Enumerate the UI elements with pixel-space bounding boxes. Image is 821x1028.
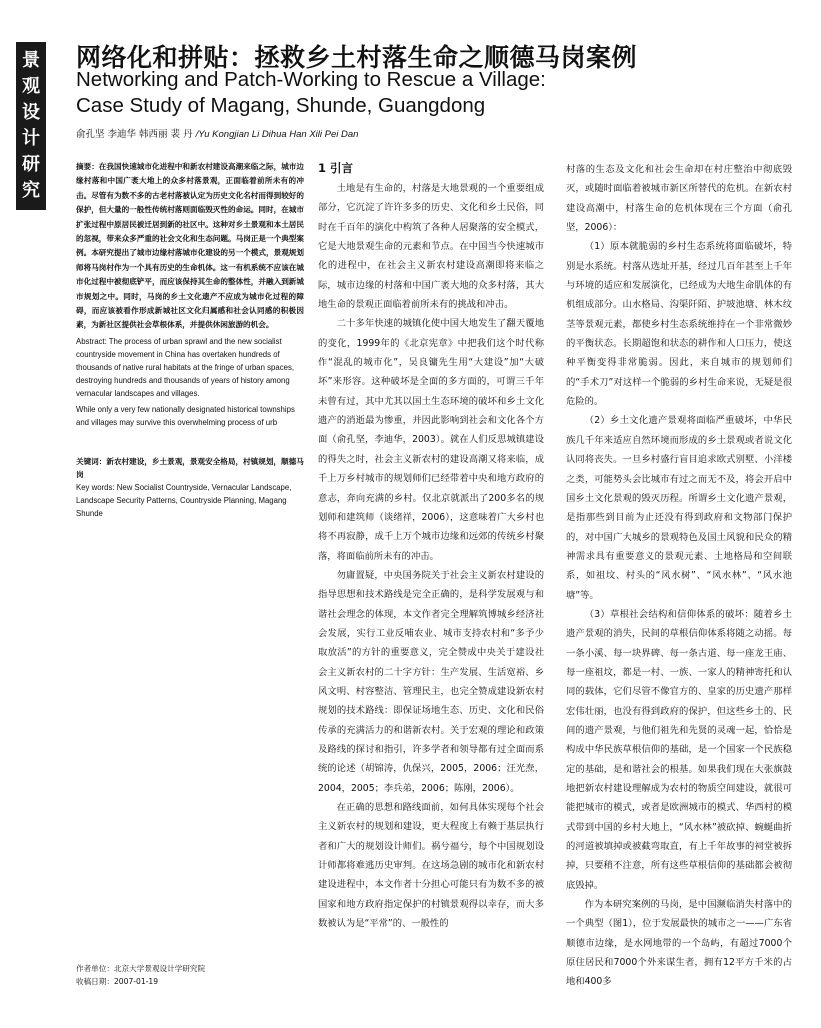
authors-english: /Yu Kongjian Li Dihua Han Xili Pei Dan xyxy=(195,129,359,140)
section-tab xyxy=(16,42,46,210)
body-paragraph: （2）乡土文化遗产景观将面临严重破坏，中华民族几千年来适应自然环境而形成的乡土景观或者说文化认同将丧失。一旦乡村盛行盲目追求欧式别墅、小洋楼之类，可能势头会比城市有过之而无不及，将会开启中国乡土文化景观的毁灭历程。所谓乡土文化遗产景观，是指那些到目前为止还没有得到政府和文物部门保护的，对中国广大城乡的景观特色及国土风貌和民众的精神需求具有重要意义的景观元素、土地格局和空间联系，如祖坟、村头的“风水树”、“风水林”、“风水池塘”等。 xyxy=(566,415,792,601)
keywords-english: Key words: New Socialist Countryside, Vernacular Landscape, Landscape Security Patterns, Countryside Planning, Magang Shunde xyxy=(76,482,292,518)
abstract-english: Abstract: The process of urban sprawl and the new socialist countryside movement in China has overtaken hundreds of thousands of native rural habitats at the fringe of urban spaces, destroying hundreds and thousands of years of history among vernacular landscapes and villages. xyxy=(76,336,295,398)
title-english-line2: Case Study of Magang, Shunde, Guangdong xyxy=(76,94,486,117)
section-heading: 1 引言 xyxy=(318,161,354,175)
footnote xyxy=(76,962,205,988)
body-paragraph: 勿庸置疑，中央国务院关于社会主义新农村建设的指导思想和技术路线是完全正确的，是科学发展观与和谐社会理念的体现，本文作者完全理解筑博城乡经济社会发展，实行工业反哺农业、城市支持农村和“多予少取放活”的方针的重要意义，完全赞成中央关于建设社会主义新农村的二十字方针：生产发展、生活宽裕、乡风文明、村容整洁、管理民主，也完全赞成建设新农村规划的技术路线：即保证场地生态、历史、文化和民俗传承的充满活力的和谐新农村。关于宏观的理论和政策及路线的探讨和指引，许多学者和领导都有过全面而系统的论述（胡锦涛，仇保兴，2005，2006；汪光焘，2004，2005；李兵弟，2006；陈刚，2006）。 xyxy=(318,569,544,794)
body-paragraph: 二十多年快速的城镇化使中国大地发生了翻天覆地的变化，1999年的《北京宪章》中把我们这个时代称作“混乱的城市化”，吴良镛先生用“大建设”加“大破坏”来形容。这种破坏是全面的多方面的，可谓三千年未曾有过，其中尤其以国土生态环境的破坏和乡土文化遗产的消逝最为惨重，并因此影响到社会和文化各个方面（俞孔坚，李迪华，2003）。就在人们反思城镇建设的得失之时，社会主义新农村的建设高潮又将来临，成千上万乡村城市的规划师们已经带着中央和地方政府的意志，奔向充满的乡村。仅北京就派出了200多名的规划师和建筑师（谈绪祥，2006），这意味着广大乡村也将不再寂静，成千上万个城市边缘和远郊的传统乡村聚落，将面临前所未有的冲击。 xyxy=(318,318,544,562)
section-tab-char: 设 xyxy=(22,102,40,123)
section-tab-char: 研 xyxy=(22,154,40,175)
authors xyxy=(76,126,358,140)
authors-chinese: 俞孔坚 李迪华 韩西丽 裴 丹 xyxy=(76,129,193,140)
abstract-column xyxy=(76,160,304,520)
section-tab-char: 究 xyxy=(22,180,40,201)
title-chinese: 网络化和拼贴：拯救乡土村落生命之顺德马岗案例 xyxy=(76,43,638,72)
author-affiliation: 作者单位：北京大学景观设计学研究院 xyxy=(76,964,206,973)
body-column-3 xyxy=(566,160,792,992)
keywords-chinese: 关键词：新农村建设，乡土景观，景观安全格局，村镇规划，顺德马岗 xyxy=(76,456,304,479)
section-tab-char: 计 xyxy=(22,128,40,149)
body-paragraph: 土地是有生命的，村落是大地景观的一个重要组成部分，它沉淀了许许多多的历史、文化和乡土民俗，同时在千百年的演化中构筑了各种人居聚落的安全模式，它是大地景观生命的元素和节点。在中国当今快速城市化的进程中，在社会主义新农村建设高潮即将来临之际，城市边缘的村落和中国广袤大地的众多村落，其大地生命的景观正面临着前所未有的挑战和冲击。 xyxy=(318,183,544,311)
received-date: 收稿日期：2007-01-19 xyxy=(76,977,159,986)
body-column-2 xyxy=(318,160,544,933)
body-paragraph: 村落的生态及文化和社会生命却在村庄整治中彻底毁灭，或随时面临着被城市新区所替代的危机。在新农村建设高潮中，村落生命的危机体现在三个方面（俞孔坚，2006）： xyxy=(566,164,792,234)
body-paragraph: （1）原本就脆弱的乡村生态系统将面临破坏，特别是水系统。村落从选址开基，经过几百年甚至上千年与环境的适应和发展演化，已经成为大地生命肌体的有机组成部分。山水格局、沟渠阡陌、护坡池塘、林木纹茎等景观元素，都使乡村生态系统维持在一个非常微妙的平衡状态。长期超饱和状态的耕作和人口压力，使这种平衡变得非常脆弱。因此，来自城市的规划师们的“手术刀”对这样一个脆弱的乡村生命来说，无疑是很危险的。 xyxy=(566,241,792,408)
section-tab-char: 景 xyxy=(22,50,40,71)
body-paragraph: （3）草根社会结构和信仰体系的破坏：随着乡土遗产景观的消失，民间的草根信仰体系将随之动摇。每一条小溪、每一块界碑、每一条古道、每一座龙王庙、每一座祖坟，都是一村、一族、一家人的精神寄托和认同的载体，它们尽管不像官方的、皇家的历史遗产那样宏伟壮丽，也没有得到政府的保护，但这些乡土的、民间的遗产景观，与他们祖先和先贤的灵魂一起，恰恰是构成中华民族草根信仰的基础，是一个国家一个民族稳定的基础，是和谐社会的根基。如果我们现在大张旗鼓地把新农村建设理解成为农村的物质空间建设，就很可能把城市的模式，或者是欧洲城市的模式、华西村的模式带到中国的乡村大地上，“风水林”被砍掉、蜿蜒曲折的河道被填掉或被截弯取直，有上千年故事的祠堂被拆掉，只要稍不注意，所有这些草根信仰的基础都会被彻底毁掉。 xyxy=(566,608,792,891)
section-tab-char: 观 xyxy=(22,76,40,97)
body-paragraph: 作为本研究案例的马岗，是中国濒临消失村落中的一个典型（图1），位于发展最快的城市之一——广东省顺德市边缘，是水网地带的一个岛屿，有超过7000个原住居民和7000个外来谋生者，拥有12平方千米的占地和400多 xyxy=(566,899,792,988)
body-paragraph: 在正确的思想和路线面前，如何具体实现每个社会主义新农村的规划和建设，更大程度上有赖于基层执行者和广大的规划设计师们。祸兮福兮，每个中国规划设计师都将难逃历史审判。在这场急剧的城市化和新农村建设进程中，本文作者十分担心可能只有为数不多的被国家和地方政府指定保护的村镇景观得以幸存，而大多数被认为是“平常”的、一般性的 xyxy=(318,802,544,930)
title-english-line1: Networking and Patch-Working to Rescue a Village: xyxy=(76,68,546,91)
abstract-chinese: 摘要：在我国快速城市化进程中和新农村建设高潮来临之际，城市边缘村落和中国广袤大地上的众多村落景观，正面临着前所未有的冲击。尽管有为数不多的古老村落被认定为历史文化名村而得到较好的保护，但大量的一般性传统村落则面临毁灭性的命运。同时，在城市扩张过程中原居民被迁居到新的社区中。这种对乡土景观和本土居民的忽视，带来众多严重的社会文化和生态问题。马岗正是一个典型案例。本研究提出了城市边缘村落城市化建设的另一个模式，景观规划师将马岗村作为一个具有历史的生命机体。这一有机系统不应该在城市化过程中被彻底铲平，而应该保持其生命的整体性，并融入到新城市规划之中。同时，马岗的乡土文化遗产不应成为城市化过程的障碍，而应该被看作形成新城社区文化归属感和社会认同感的积极因素，为新社区提供社会草根体系，并提供休闲旅游的机会。 xyxy=(76,162,304,330)
abstract-english-cont: While only a very few nationally designated historical townships and villages may survive this overwhelming process of urb xyxy=(76,404,295,427)
